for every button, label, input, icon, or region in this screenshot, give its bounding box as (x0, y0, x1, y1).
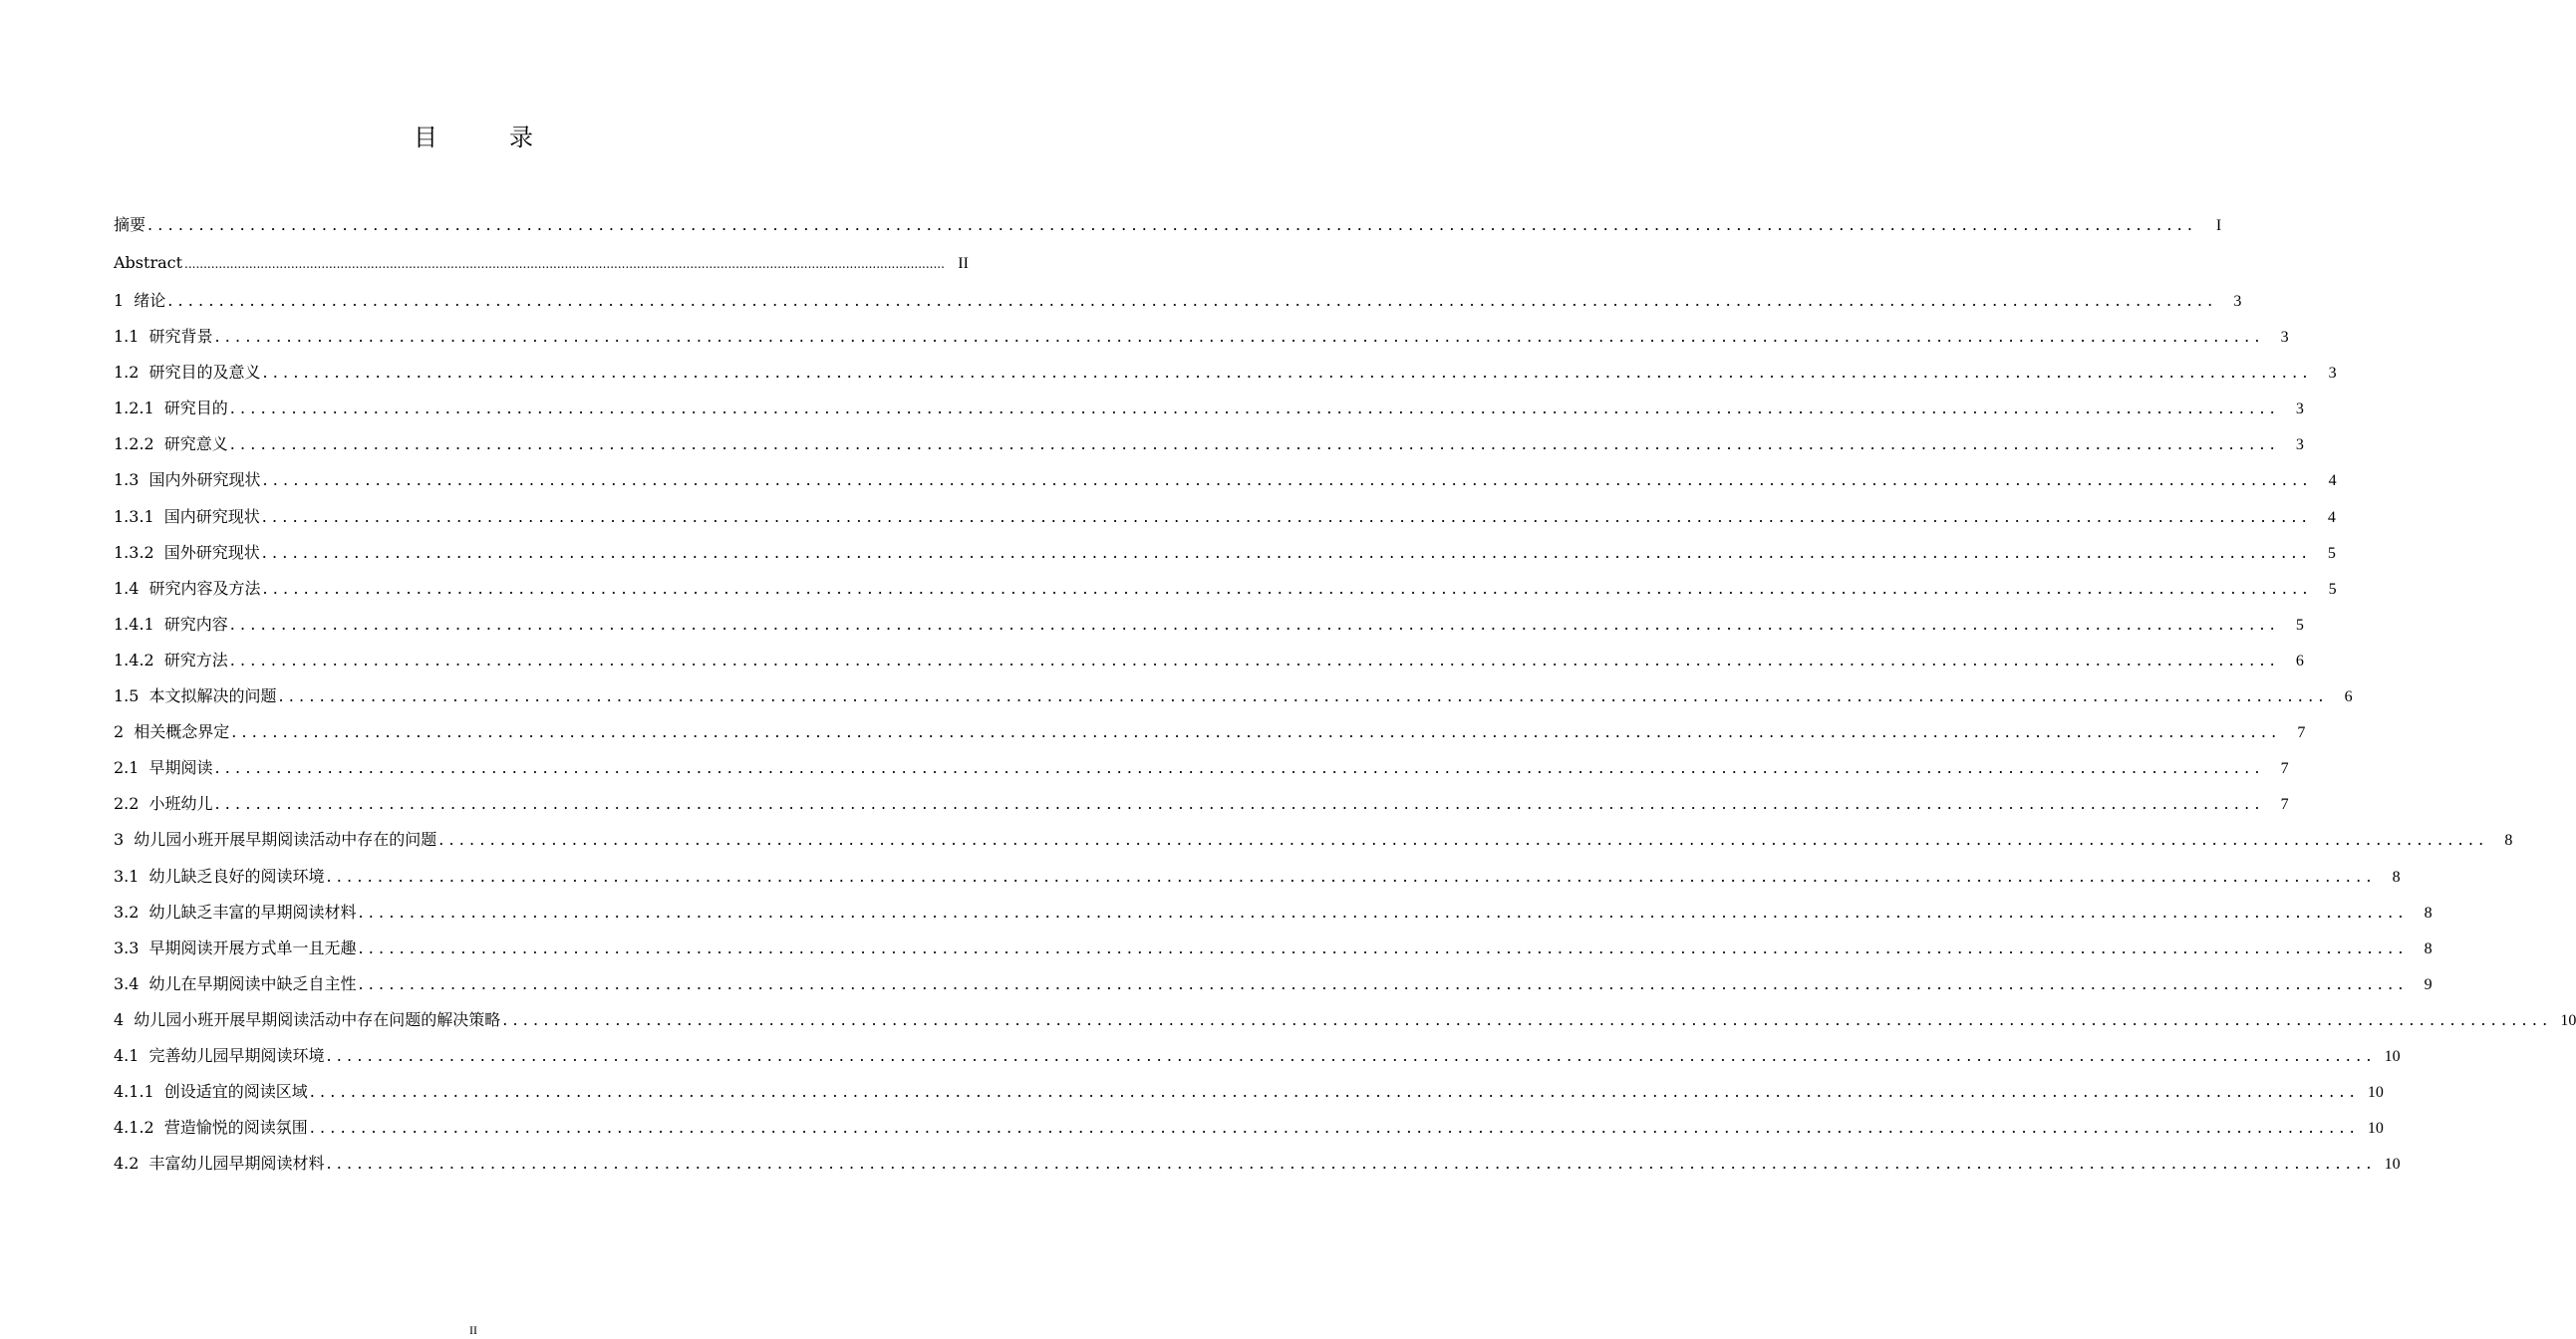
toc-entry-number: 1.1 (114, 327, 140, 347)
toc-entry[interactable] (114, 283, 2242, 319)
toc-entry-title: 幼儿缺乏丰富的早期阅读材料 (148, 902, 357, 922)
toc-entry-page: 5 (2327, 544, 2336, 562)
toc-entry-title: 幼儿园小班开展早期阅读活动中存在的问题 (134, 830, 437, 850)
toc-entry-label (114, 319, 212, 355)
toc-entry[interactable] (114, 1146, 2401, 1182)
toc-entry-label (114, 678, 276, 714)
toc-entry-number: 1.5 (114, 686, 140, 706)
toc-entry[interactable] (114, 714, 2306, 750)
toc-entry-title: 本文拟解决的问题 (148, 686, 277, 706)
toc-entry-page: 10 (2367, 1084, 2384, 1102)
toc-dot-leader: ........................................................................................................................................................................................................ (309, 1118, 2360, 1138)
toc-entry-number: 1.2 (114, 363, 140, 383)
toc-entry[interactable] (114, 859, 2401, 895)
toc-entry-title: 完善幼儿园早期阅读环境 (148, 1045, 325, 1065)
toc-entry-label (114, 283, 165, 319)
toc-entry-number: 1.3 (114, 470, 140, 490)
toc-entry-title: 早期阅读开展方式单一且无趣 (148, 937, 357, 957)
toc-entry[interactable] (114, 931, 2433, 966)
toc-entry-page: 3 (2233, 293, 2242, 310)
toc-entry-number: 1 (114, 291, 125, 310)
toc-dot-leader: ........................................................................................................................................................................................................ (261, 542, 2312, 562)
toc-entry-label (114, 750, 212, 786)
toc-entry-page: 8 (2424, 904, 2433, 922)
toc-entry-label (114, 243, 182, 283)
toc-dot-leader: ........................................................................................................................................................................................................ (184, 257, 945, 271)
toc-entry[interactable] (114, 571, 2337, 607)
toc-entry[interactable] (114, 1074, 2384, 1110)
toc-dot-leader: ........................................................................................................................................................................................................ (309, 1082, 2360, 1102)
toc-entry-number: 4.1 (114, 1045, 140, 1065)
toc-dot-leader: ........................................................................................................................................................................................................ (358, 902, 2409, 922)
toc-entry-label (114, 571, 260, 607)
toc-entry-label (114, 499, 260, 535)
toc-entry-page: 3 (2280, 329, 2289, 347)
toc-entry-page: 3 (2295, 436, 2304, 454)
toc-entry-label (114, 1110, 308, 1146)
toc-dot-leader: ........................................................................................................................................................................................................ (262, 470, 2313, 490)
toc-entry[interactable] (114, 462, 2337, 498)
toc-entry[interactable] (114, 1038, 2401, 1074)
toc-dot-leader: ........................................................................................................................................................................................................ (278, 686, 2329, 706)
toc-entry-number: 2.1 (114, 758, 140, 778)
toc-dot-leader: ........................................................................................................................................................................................................ (438, 830, 2489, 850)
toc-entry-number: 1.4 (114, 578, 140, 598)
toc-entry-page: 8 (2504, 832, 2513, 850)
toc-entry-label (114, 607, 228, 643)
toc-entry-page: II (958, 255, 969, 272)
toc-entry-label (114, 966, 356, 1002)
toc-entry-title: 营造愉悦的阅读氛围 (163, 1118, 308, 1138)
toc-dot-leader: ........................................................................................................................................................................................................ (502, 1009, 2553, 1029)
toc-entry[interactable] (114, 1110, 2384, 1146)
toc-entry-page: 7 (2280, 760, 2289, 778)
toc-entry[interactable] (114, 391, 2304, 426)
toc-entry-page: 10 (2560, 1011, 2576, 1029)
toc-entry-number: 4 (114, 1009, 125, 1029)
toc-dot-leader: ........................................................................................................................................................................................................ (326, 1154, 2377, 1174)
toc-entry-label (114, 714, 229, 750)
toc-entry-title: 相关概念界定 (134, 722, 230, 742)
toc-entry-number: 3.3 (114, 937, 140, 957)
toc-entry-label (114, 786, 212, 822)
toc-entry-title: 研究目的 (163, 399, 228, 418)
toc-entry-label (114, 535, 260, 571)
toc-entry-number: 1.2.1 (114, 399, 154, 418)
toc-entry-page: 8 (2424, 939, 2433, 957)
toc-dot-leader: ........................................................................................................................................................................................................ (167, 291, 2218, 310)
toc-entry-number: 4.1.2 (114, 1118, 154, 1138)
toc-entry-label (114, 931, 356, 966)
toc-entry[interactable] (114, 966, 2433, 1002)
toc-dot-leader: ........................................................................................................................................................................................................ (358, 973, 2409, 993)
toc-dot-leader: ........................................................................................................................................................................................................ (229, 614, 2280, 634)
toc-entry-number: 3 (114, 830, 125, 850)
footer-page-number: II (469, 1323, 477, 1337)
toc-entry-label (114, 1002, 500, 1038)
toc-dot-leader: ........................................................................................................................................................................................................ (229, 434, 2280, 454)
toc-entry-title: 国内外研究现状 (148, 470, 261, 490)
toc-entry[interactable] (114, 895, 2433, 931)
toc-entry-title: 绪论 (134, 291, 166, 310)
toc-entry-number: 2 (114, 722, 125, 742)
toc-entry-title: 研究意义 (163, 434, 228, 454)
toc-entry-page: 10 (2367, 1120, 2384, 1138)
toc-entry[interactable] (114, 426, 2304, 462)
toc-entry-number: 4.2 (114, 1154, 140, 1174)
toc-entry[interactable] (114, 499, 2336, 535)
toc-entry-label (114, 355, 260, 391)
toc-entry-title: 幼儿在早期阅读中缺乏自主性 (148, 973, 357, 993)
toc-entry-label (114, 1074, 308, 1110)
toc-entry[interactable] (114, 786, 2289, 822)
toc-entry-page: 3 (2295, 401, 2304, 418)
toc-entry-label (114, 426, 228, 462)
toc-dot-leader: ........................................................................................................................................................................................................ (229, 399, 2280, 418)
toc-entry-title: 研究内容及方法 (148, 578, 261, 598)
toc-entry-number: 1.2.2 (114, 434, 154, 454)
toc-entry-title: 国外研究现状 (163, 542, 260, 562)
toc-entry-label (114, 822, 436, 858)
toc-entry-number: 3.2 (114, 902, 140, 922)
toc-entry-page: 6 (2344, 688, 2353, 706)
toc-entry-number: 1.3.1 (114, 506, 154, 526)
toc-entry-number: 1.4.1 (114, 614, 154, 634)
toc-dot-leader: ........................................................................................................................................................................................................ (262, 363, 2313, 383)
toc-entry-label (114, 895, 356, 931)
toc-entry-title: 小班幼儿 (148, 794, 213, 814)
toc-entry-page: 4 (2328, 472, 2337, 490)
toc-entry-number: 1.4.2 (114, 650, 154, 670)
toc-entry-title: 幼儿缺乏良好的阅读环境 (148, 866, 325, 886)
toc-entry[interactable] (114, 678, 2353, 714)
toc-dot-leader: ........................................................................................................................................................................................................ (358, 937, 2409, 957)
toc-entry-page: I (2215, 217, 2222, 234)
toc-entry[interactable] (114, 750, 2289, 786)
toc-entry-title: 早期阅读 (148, 758, 213, 778)
toc-entry-page: 5 (2295, 616, 2304, 634)
table-of-contents (114, 207, 2576, 1182)
toc-entry-page: 7 (2280, 796, 2289, 814)
toc-entry[interactable] (114, 1002, 2576, 1038)
toc-entry-page: 6 (2295, 652, 2304, 670)
toc-entry-number: 2.2 (114, 794, 140, 814)
toc-entry-number: 1.3.2 (114, 542, 154, 562)
toc-entry-label (114, 462, 260, 498)
toc-entry[interactable] (114, 207, 2222, 243)
toc-entry-page: 5 (2328, 580, 2337, 598)
toc-entry-title: 创设适宜的阅读区域 (163, 1082, 308, 1102)
toc-entry-title: 研究目的及意义 (148, 363, 261, 383)
toc-entry-title: 丰富幼儿园早期阅读材料 (148, 1154, 325, 1174)
toc-entry[interactable] (114, 822, 2513, 858)
toc-entry-title: 研究方法 (163, 650, 228, 670)
toc-entry[interactable] (114, 535, 2336, 571)
toc-entry-title: 研究内容 (163, 614, 228, 634)
toc-dot-leader: ........................................................................................................................................................................................................ (214, 327, 2265, 347)
toc-entry[interactable] (114, 643, 2304, 678)
toc-dot-leader: ........................................................................................................................................................................................................ (231, 722, 2282, 742)
toc-dot-leader: ........................................................................................................................................................................................................ (262, 578, 2313, 598)
toc-dot-leader: ........................................................................................................................................................................................................ (326, 866, 2377, 886)
toc-entry-page: 9 (2424, 975, 2433, 993)
toc-entry-label (114, 1146, 324, 1182)
toc-entry-label (114, 643, 228, 678)
toc-entry-page: 10 (2384, 1047, 2401, 1065)
toc-entry-title: 研究背景 (148, 327, 213, 347)
toc-entry-label (114, 391, 228, 426)
toc-entry-page: 7 (2297, 724, 2306, 742)
toc-entry-title: 摘要 (114, 215, 146, 234)
toc-entry-page: 3 (2328, 365, 2337, 383)
toc-entry-number: 3.1 (114, 866, 140, 886)
toc-entry-page: 10 (2384, 1156, 2401, 1174)
toc-entry-number: 4.1.1 (114, 1082, 154, 1102)
toc-entry-label (114, 859, 324, 895)
toc-dot-leader: ........................................................................................................................................................................................................ (214, 758, 2265, 778)
toc-dot-leader: ........................................................................................................................................................................................................ (147, 215, 2198, 234)
toc-entry-label (114, 1038, 324, 1074)
toc-entry-number: 3.4 (114, 973, 140, 993)
toc-entry[interactable] (114, 319, 2289, 355)
toc-entry-title: 幼儿园小班开展早期阅读活动中存在问题的解决策略 (134, 1009, 501, 1029)
toc-entry-label (114, 207, 145, 243)
toc-dot-leader: ........................................................................................................................................................................................................ (261, 506, 2312, 526)
toc-entry-page: 4 (2327, 508, 2336, 526)
toc-entry-page: 8 (2392, 868, 2401, 886)
toc-entry[interactable] (114, 243, 969, 283)
page-title: 目 录 (414, 124, 557, 151)
toc-dot-leader: ........................................................................................................................................................................................................ (326, 1045, 2377, 1065)
toc-dot-leader: ........................................................................................................................................................................................................ (229, 650, 2280, 670)
toc-dot-leader: ........................................................................................................................................................................................................ (214, 794, 2265, 814)
toc-entry-title: Abstract (114, 253, 183, 272)
toc-entry[interactable] (114, 607, 2304, 643)
toc-entry-title: 国内研究现状 (163, 506, 260, 526)
toc-entry[interactable] (114, 355, 2337, 391)
